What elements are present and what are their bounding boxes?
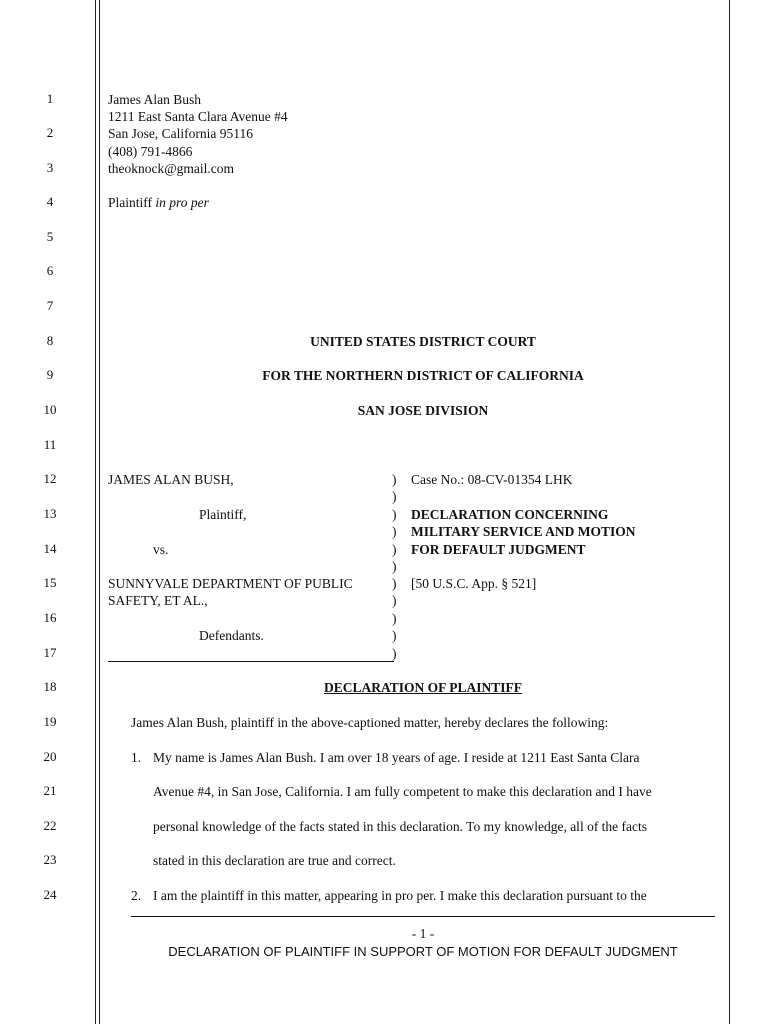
line-number: 8 (46, 333, 54, 348)
line-number: 7 (46, 298, 54, 313)
line-number: 6 (46, 263, 54, 278)
margin-rule-right (729, 0, 730, 1024)
line-number: 18 (43, 679, 57, 694)
line-number: 23 (43, 852, 57, 867)
page-number: - 1 - (411, 926, 435, 941)
item-1-line: stated in this declaration are true and correct. (153, 853, 396, 868)
caption-paren: ) (392, 611, 397, 626)
item-number: 1. (131, 750, 142, 765)
line-number: 17 (43, 645, 57, 660)
line-number: 12 (43, 471, 57, 486)
caption-paren: ) (392, 489, 397, 504)
document-title-1: DECLARATION CONCERNING (411, 507, 609, 522)
declaration-intro: James Alan Bush, plaintiff in the above-captioned matter, hereby declares the following: (131, 715, 609, 730)
line-number: 5 (46, 229, 54, 244)
case-number: Case No.: 08-CV-01354 LHK (411, 472, 573, 487)
line-number: 2 (46, 125, 54, 140)
attorney-phone: (408) 791-4866 (108, 144, 193, 159)
line-number: 9 (46, 367, 54, 382)
plaintiff-name: JAMES ALAN BUSH, (108, 472, 234, 487)
line-number: 1 (46, 91, 54, 106)
caption-paren: ) (392, 559, 397, 574)
caption-paren: ) (392, 472, 397, 487)
item-1-line: Avenue #4, in San Jose, California. I am fully competent to make this declaration and I have (153, 784, 652, 799)
caption-paren: ) (392, 524, 397, 539)
declaration-heading: DECLARATION OF PLAINTIFF (323, 680, 522, 695)
caption-paren: ) (392, 646, 397, 661)
item-1-line: personal knowledge of the facts stated in this declaration. To my knowledge, all of the facts (153, 819, 648, 834)
line-number: 19 (43, 714, 57, 729)
attorney-role-prefix: Plaintiff (108, 195, 153, 210)
margin-rule-left-inner (99, 0, 100, 1024)
line-number: 4 (46, 194, 54, 209)
line-number: 15 (43, 575, 57, 590)
caption-rule (108, 661, 394, 662)
attorney-email: theoknock@gmail.com (108, 161, 235, 176)
line-number: 3 (46, 160, 54, 175)
line-number: 13 (43, 506, 57, 521)
attorney-name: James Alan Bush (108, 92, 201, 107)
defendant-label: Defendants. (199, 628, 264, 643)
item-2-line: I am the plaintiff in this matter, appearing in pro per. I make this declaration pursuant to the (153, 888, 647, 903)
court-name: UNITED STATES DISTRICT COURT (310, 334, 536, 349)
item-number: 2. (131, 888, 142, 903)
caption-paren: ) (392, 628, 397, 643)
defendant-name-2: SAFETY, ET AL., (108, 593, 208, 608)
attorney-role (108, 194, 209, 211)
line-number: 24 (43, 887, 57, 902)
line-number: 22 (43, 818, 57, 833)
court-division: SAN JOSE DIVISION (357, 403, 489, 418)
margin-rule-left-outer (95, 0, 96, 1024)
line-number: 10 (43, 402, 57, 417)
line-number: 16 (43, 610, 57, 625)
statute-citation: [50 U.S.C. App. § 521] (411, 576, 537, 591)
defendant-name-1: SUNNYVALE DEPARTMENT OF PUBLIC (108, 576, 353, 591)
plaintiff-label: Plaintiff, (199, 507, 247, 522)
document-title-3: FOR DEFAULT JUDGMENT (411, 542, 586, 557)
attorney-street: 1211 East Santa Clara Avenue #4 (108, 109, 288, 124)
line-number: 21 (43, 783, 57, 798)
item-1-line: My name is James Alan Bush. I am over 18 years of age. I reside at 1211 East Santa Clara (153, 750, 640, 765)
caption-paren: ) (392, 542, 397, 557)
footer-title: DECLARATION OF PLAINTIFF IN SUPPORT OF MOTION FOR DEFAULT JUDGMENT (168, 944, 678, 959)
line-number: 14 (43, 541, 57, 556)
attorney-city: San Jose, California 95116 (108, 126, 253, 141)
attorney-role-italic: in pro per (155, 195, 209, 210)
footer-rule (131, 916, 715, 917)
caption-paren: ) (392, 507, 397, 522)
caption-paren: ) (392, 593, 397, 608)
line-number: 20 (43, 749, 57, 764)
line-number: 11 (43, 437, 57, 452)
versus-label: vs. (153, 542, 169, 557)
caption-paren: ) (392, 576, 397, 591)
document-title-2: MILITARY SERVICE AND MOTION (411, 524, 636, 539)
court-district: FOR THE NORTHERN DISTRICT OF CALIFORNIA (262, 368, 584, 383)
